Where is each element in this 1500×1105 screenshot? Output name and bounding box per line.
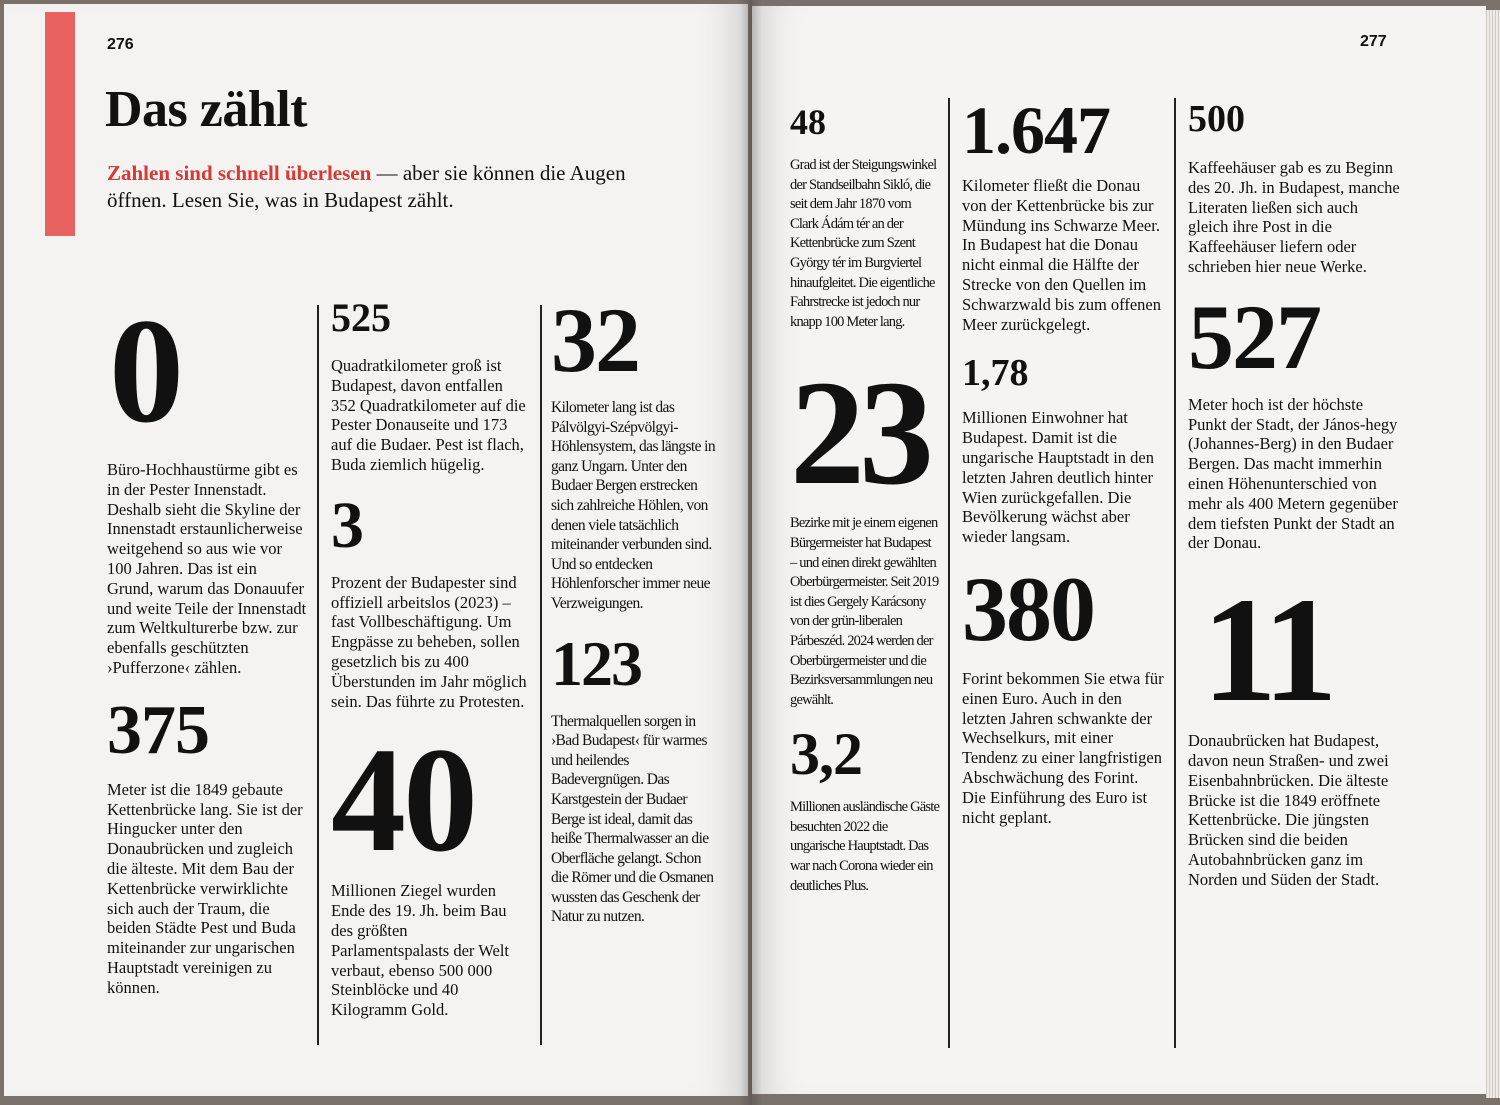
page-title: Das zählt xyxy=(105,81,308,138)
fact-text: Büro-Hochhaustürme gibt es in der Pester Innenstadt. Deshalb sieht die Skyline der Innenstadt erstaunlicherweise weitgehend so aus wie vor 100 Jahren. Das ist ein Grund, warum das Donauufer und weite Teile der Innenstadt zum Weltkulturerbe bzw. zur ebenfalls geschützten ›Pufferzone‹ zählen. xyxy=(107,460,307,677)
fact-item xyxy=(790,104,940,332)
accent-bar xyxy=(45,12,75,236)
intro-rest: — aber sie können die Augen öffnen. Lesen Sie, was in Budapest zählt. xyxy=(107,161,626,212)
column-rule xyxy=(540,305,542,1045)
fact-text: Quadratkilometer groß ist Budapest, davon entfallen 352 Quadratkilometer auf die Pester Donauseite und 173 auf die Budaer. Pest ist flach, Buda ziemlich hügelig. xyxy=(331,356,526,474)
fact-number: 1,78 xyxy=(962,352,1029,395)
fact-text: Kilometer fließt die Donau von der Kettenbrücke bis zur Mündung ins Schwarze Meer. In Budapest hat die Donau nicht einmal die Hälfte der Strecke von den Quellen im Schwarzwald bis zum offenen Meer zurückgelegt. xyxy=(962,176,1162,334)
fact-number: 527 xyxy=(1188,285,1320,388)
fact-item xyxy=(331,717,529,1020)
fact-item xyxy=(331,295,529,475)
fact-number: 11 xyxy=(1202,567,1332,734)
fact-item xyxy=(1188,100,1400,277)
column-rule xyxy=(1174,98,1176,1048)
fact-text: Thermalquellen sorgen in ›Bad Budapest‹ für warmes und heilendes Badevergnügen. Das Karstgestein der Budaer Berge ist ideal, damit das heiße Thermalwasser an die Oberfläche gelangt. Schon die Römer und die Osmanen wussten das Geschenk der Natur zu nutzen. xyxy=(551,712,714,926)
fact-number: 23 xyxy=(790,350,928,517)
fact-number: 3,2 xyxy=(790,721,862,788)
fact-item xyxy=(962,557,1166,827)
fact-column xyxy=(551,289,721,927)
fact-item xyxy=(962,92,1166,334)
fact-item xyxy=(331,488,529,712)
fact-item xyxy=(790,721,940,896)
fact-column xyxy=(962,92,1166,827)
column-rule xyxy=(948,98,950,1048)
fact-item xyxy=(1188,285,1400,553)
fact-item xyxy=(107,288,307,678)
fact-column xyxy=(107,288,307,998)
page-number-right: 277 xyxy=(1360,33,1387,50)
fact-item xyxy=(551,289,721,614)
fact-text: Meter ist die 1849 gebaute Kettenbrücke lang. Sie ist der Hingucker unter den Donaubrücken und zugleich die älteste. Mit dem Bau der Kettenbrücke verwirklichte sich auch der Traum, die beiden Städte Pest und Buda miteinander zur ungarischen Hauptstadt vereinigen zu können. xyxy=(107,779,303,997)
fact-item xyxy=(1188,567,1400,889)
intro-text xyxy=(107,160,687,214)
fact-text: Grad ist der Steigungswinkel der Standseilbahn Sikló, die seit dem Jahr 1870 vom Clark Ádám tér an der Kettenbrücke zum Szent György tér im Burgviertel hinaufgleitet. Die eigentliche Fahrstrecke ist jedoch nur knapp 100 Meter lang. xyxy=(790,157,937,330)
column-rule xyxy=(317,305,319,1045)
fact-item xyxy=(962,354,1166,547)
fact-text: Bezirke mit je einem eigenen Bürgermeister hat Budapest – und einen direkt gewählten Oberbürgermeister. Seit 2019 ist dies Gergely Karácsony von der grün-liberalen Párbeszéd. 2024 werden der Oberbürgermeister und die Bezirksversammlungen neu gewählt. xyxy=(790,515,939,708)
fact-item xyxy=(107,691,307,998)
fact-text: Prozent der Budapester sind offiziell arbeitslos (2023) – fast Vollbeschäftigung. Um Engpässe zu beheben, sollen gesetzlich bis zu 400 Überstunden im Jahr möglich sein. Das führte zu Protesten. xyxy=(331,572,527,711)
fact-number: 40 xyxy=(331,717,475,884)
fact-number: 375 xyxy=(107,691,209,769)
fact-number: 32 xyxy=(551,289,639,391)
fact-number: 0 xyxy=(109,288,184,454)
fact-column xyxy=(790,104,940,896)
fact-text: Donaubrücken hat Budapest, davon neun Straßen- und zwei Eisenbahnbrücken. Die älteste Brücke ist die 1849 eröffnete Kettenbrücke. Die jüngsten Brücken sind die beiden Autobahnbrücken ganz im Norden und Süden der Stadt. xyxy=(1188,731,1389,889)
fact-number: 48 xyxy=(790,102,826,142)
fact-number: 123 xyxy=(551,627,641,699)
fact-column xyxy=(331,295,529,1020)
fact-column xyxy=(1188,100,1400,890)
page-number-left: 276 xyxy=(107,36,134,53)
fact-text: Millionen ausländische Gäste besuchten 2022 die ungarische Hauptstadt. Das war nach Corona wieder ein deutliches Plus. xyxy=(790,799,940,894)
fact-text: Millionen Ziegel wurden Ende des 19. Jh. beim Bau des größten Parlamentspalasts der Welt verbaut, ebenso 500 000 Steinblöcke und 40 Kilogramm Gold. xyxy=(331,881,509,1020)
fact-text: Kaffeehäuser gab es zu Beginn des 20. Jh. in Budapest, manche Literaten ließen sich auch gleich ihre Post in die Kaffeehäuser liefern oder schrieben hier neue Werke. xyxy=(1188,158,1400,276)
fact-item xyxy=(551,627,721,928)
page-edges xyxy=(1486,10,1500,1098)
book-gutter xyxy=(740,0,762,1105)
fact-number: 500 xyxy=(1188,98,1245,140)
fact-item xyxy=(790,350,940,710)
fact-text: Millionen Einwohner hat Budapest. Damit ist die ungarische Hauptstadt in den letzten Jahren deutlich hinter Wien zurückgefallen. Die Bevölkerung wächst aber wieder langsam. xyxy=(962,408,1154,547)
fact-text: Kilometer lang ist das Pálvölgyi-Szépvölgyi-Höhlensystem, das längste in ganz Ungarn. Unter den Budaer Bergen erstrecken sich zahlreiche Höhlen, von denen viele tatsächlich miteinander verbunden sind. Und so entdecken Höhlenforscher immer neue Verzweigungen. xyxy=(551,399,716,612)
fact-text: Forint bekommen Sie etwa für einen Euro. Auch in den letzten Jahren schwankte der Wechselkurs, mit einer Tendenz zu einer langfristigen Abschwächung des Forint. Die Einführung des Euro ist nicht geplant. xyxy=(962,668,1164,827)
fact-number: 380 xyxy=(962,557,1094,660)
fact-text: Meter hoch ist der höchste Punkt der Stadt, der János-hegy (Johannes-Berg) in den Budaer Bergen. Das macht immerhin einen Höhenunterschied von mehr als 400 Metern gegenüber dem tiefsten Punkt der Stadt an der Donau. xyxy=(1188,394,1398,553)
fact-number: 3 xyxy=(331,488,364,562)
fact-number: 1.647 xyxy=(962,92,1110,168)
intro-lead: Zahlen sind schnell überlesen xyxy=(107,161,372,185)
fact-number: 525 xyxy=(331,295,391,340)
